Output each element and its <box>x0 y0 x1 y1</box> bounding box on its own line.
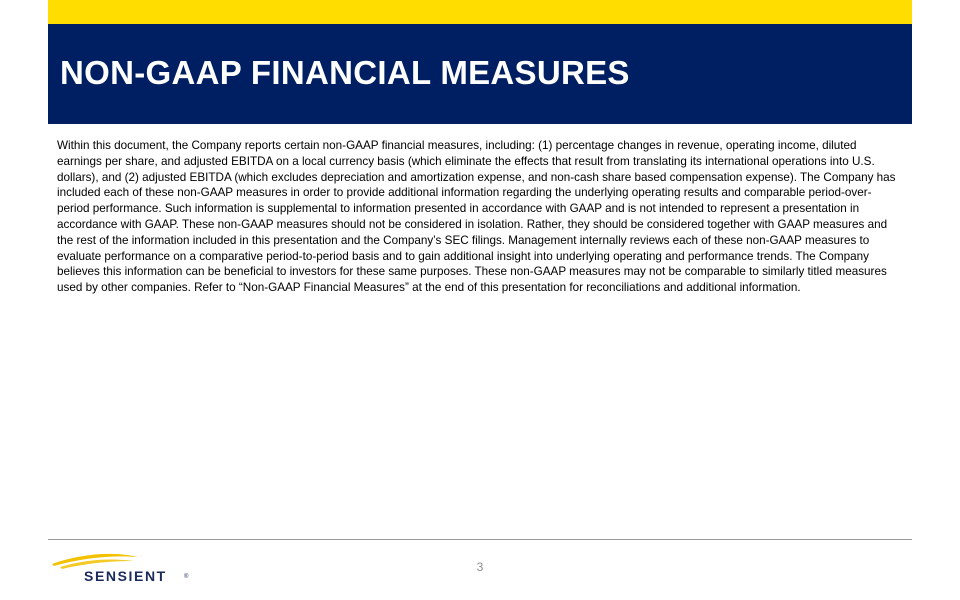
body-paragraph: Within this document, the Company reports certain non-GAAP financial measures, including: (1) percentage changes in revenue, operating income, diluted earnings per share, and adjusted EBITDA on a local currency basis (which eliminate the effects that result from translating its international operations into U.S. dollars), and (2) adjusted EBITDA (which excludes depreciation and amortization expense, and non-cash share based compensation expense). The Company has included each of these non-GAAP measures in order to provide additional information regarding the underlying operating results and comparable period-over-period performance. Such information is supplemental to information presented in accordance with GAAP and is not intended to represent a presentation in accordance with GAAP. These non-GAAP measures should not be considered in isolation. Rather, they should be considered together with GAAP measures and the rest of the information included in this presentation and the Company’s SEC filings. Management internally reviews each of these non-GAAP measures to evaluate performance on a comparative period-to-period basis and to gain additional insight into underlying operating and performance trends. The Company believes this information can be beneficial to investors for these same purposes. These non-GAAP measures may not be comparable to similarly titled measures used by other companies. Refer to “Non-GAAP Financial Measures” at the end of this presentation for reconciliations and additional information. <box>57 139 896 295</box>
footer-divider <box>48 539 912 540</box>
page-title: NON-GAAP FINANCIAL MEASURES <box>60 54 630 91</box>
logo-wordmark: SENSIENT <box>84 568 167 584</box>
logo-registered-mark: ® <box>184 574 189 580</box>
sensient-logo <box>50 552 195 588</box>
logo-swoosh-icon <box>52 554 138 566</box>
header-accent-bar <box>48 0 912 24</box>
page-number: 3 <box>476 560 484 574</box>
title-band <box>48 24 912 124</box>
